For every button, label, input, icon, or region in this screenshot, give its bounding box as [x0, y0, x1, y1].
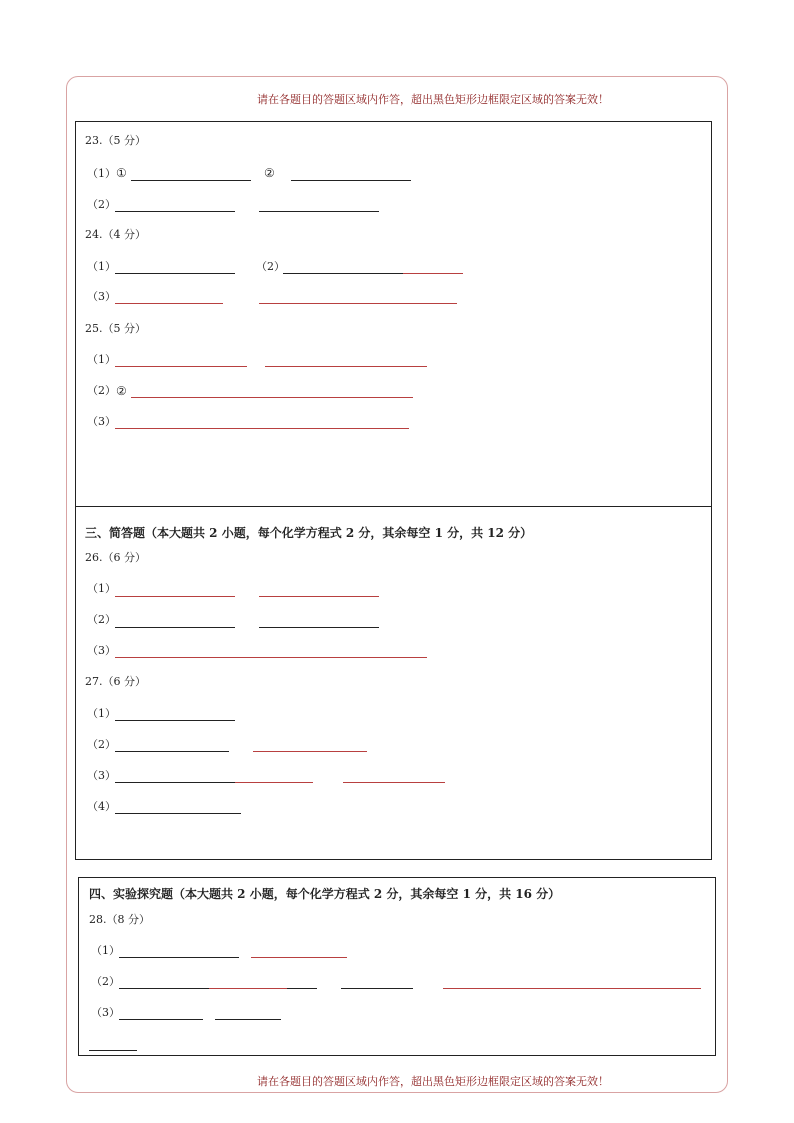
q23-circle2: ②	[264, 166, 275, 180]
q25-part2-label: （2）	[87, 384, 116, 397]
q27-blank-2a[interactable]	[115, 751, 229, 752]
answer-box-section3	[75, 506, 712, 860]
q28-blank-2d[interactable]	[341, 988, 413, 989]
q26-blank-2a[interactable]	[115, 627, 235, 628]
q26-blank-2b[interactable]	[259, 627, 379, 628]
q28-blank-2a[interactable]	[119, 988, 209, 989]
q23-circle1: ①	[116, 166, 127, 180]
q27-part3-label: （3）	[87, 769, 116, 782]
q24-blank-3b[interactable]	[259, 303, 457, 304]
q25-blank-1a[interactable]	[115, 366, 247, 367]
q26-blank-1b[interactable]	[259, 596, 379, 597]
q27-blank-3c[interactable]	[343, 782, 445, 783]
q25-title: 25.（5 分）	[85, 322, 146, 335]
q27-part4-label: （4）	[87, 800, 116, 813]
q24-blank-3a[interactable]	[115, 303, 223, 304]
q28-title: 28.（8 分）	[89, 913, 150, 926]
q24-part2-label: （2）	[256, 260, 285, 273]
q25-blank-2[interactable]	[131, 397, 413, 398]
q26-part1-label: （1）	[87, 582, 116, 595]
q27-blank-2b[interactable]	[253, 751, 367, 752]
q28-blank-2b[interactable]	[209, 988, 287, 989]
q28-part3-label: （3）	[91, 1006, 120, 1019]
q28-part1-label: （1）	[91, 944, 120, 957]
answer-box-23-25	[75, 121, 712, 507]
section3-heading: 三、简答题（本大题共 2 小题，每个化学方程式 2 分，其余每空 1 分，共 12 分）	[85, 526, 533, 540]
q24-part3-label: （3）	[87, 290, 116, 303]
q26-part3-label: （3）	[87, 644, 116, 657]
q24-blank-2a[interactable]	[283, 273, 403, 274]
q23-blank-1b[interactable]	[291, 180, 411, 181]
q23-blank-2a[interactable]	[115, 211, 235, 212]
q28-blank-3b[interactable]	[215, 1019, 281, 1020]
q23-blank-1a[interactable]	[131, 180, 251, 181]
q28-blank-1a[interactable]	[119, 957, 239, 958]
q27-blank-3a[interactable]	[115, 782, 235, 783]
q24-part1-label: （1）	[87, 260, 116, 273]
q28-blank-3a[interactable]	[119, 1019, 203, 1020]
q24-title: 24.（4 分）	[85, 228, 146, 241]
q28-part2-label: （2）	[91, 975, 120, 988]
q25-part1-label: （1）	[87, 353, 116, 366]
q24-blank-2b[interactable]	[403, 273, 463, 274]
bottom-notice: 请在各题目的答题区域内作答，超出黑色矩形边框限定区域的答案无效！	[257, 1075, 609, 1088]
q27-blank-3b[interactable]	[235, 782, 313, 783]
q24-blank-1[interactable]	[115, 273, 235, 274]
q27-title: 27.（6 分）	[85, 675, 146, 688]
q26-blank-1a[interactable]	[115, 596, 235, 597]
q26-title: 26.（6 分）	[85, 551, 146, 564]
q27-part1-label: （1）	[87, 707, 116, 720]
q28-blank-3c[interactable]	[89, 1050, 137, 1051]
q27-blank-4[interactable]	[115, 813, 241, 814]
q27-part2-label: （2）	[87, 738, 116, 751]
q25-circle2: ②	[116, 384, 127, 398]
answer-box-section4	[78, 877, 716, 1056]
q28-blank-2e[interactable]	[443, 988, 701, 989]
q26-part2-label: （2）	[87, 613, 116, 626]
q23-part2-label: （2）	[87, 198, 116, 211]
q27-blank-1[interactable]	[115, 720, 235, 721]
q23-blank-2b[interactable]	[259, 211, 379, 212]
top-notice: 请在各题目的答题区域内作答，超出黑色矩形边框限定区域的答案无效！	[257, 93, 609, 106]
q28-blank-1b[interactable]	[251, 957, 347, 958]
q26-blank-3[interactable]	[115, 657, 427, 658]
q23-title: 23.（5 分）	[85, 134, 146, 147]
q28-blank-2c[interactable]	[287, 988, 317, 989]
q25-part3-label: （3）	[87, 415, 116, 428]
q25-blank-3[interactable]	[115, 428, 409, 429]
q25-blank-1b[interactable]	[265, 366, 427, 367]
q23-part1-label: （1）	[87, 167, 116, 180]
section4-heading: 四、实验探究题（本大题共 2 小题，每个化学方程式 2 分，其余每空 1 分，共 16 分）	[89, 887, 561, 901]
